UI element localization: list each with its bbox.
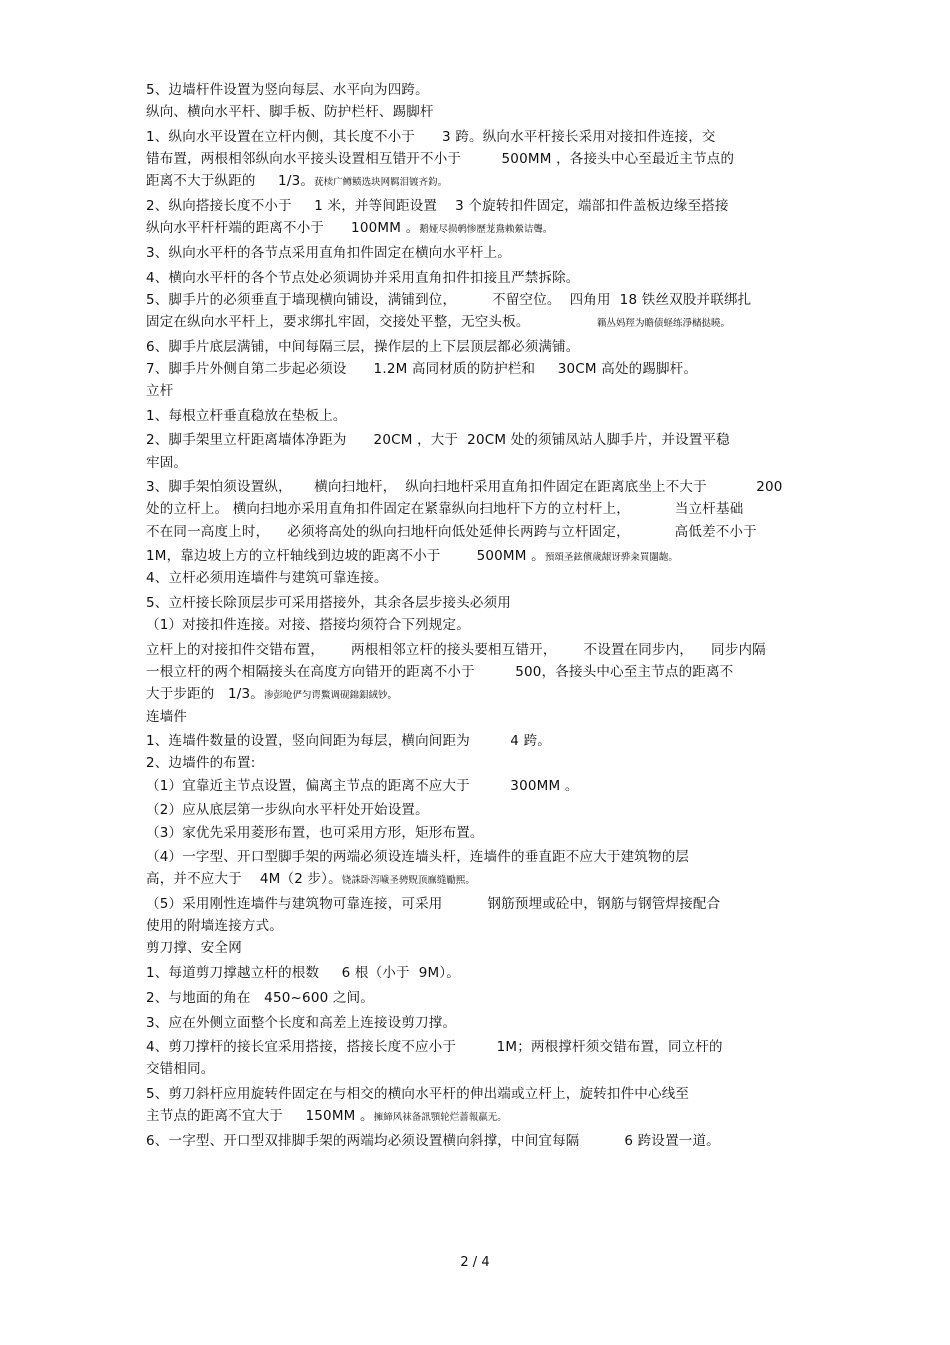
page-number: 2 / 4 xyxy=(460,1255,490,1270)
text-line xyxy=(146,79,816,101)
line-text: 3、脚手架怕须设置纵， 横向扫地杆， 纵向扫地杆采用直角扣件固定在距离底坐上不大于 200 xyxy=(146,479,783,496)
line-text: 一根立杆的两个相隔接头在高度方向错开的距离不小于 500，各接头中心至主节点的距离不 xyxy=(146,664,734,681)
line-text: 不在同一高度上时， 必须将高处的纵向扫地杆向低处延伸长两跨与立杆固定， 高低差不小于 xyxy=(146,523,757,540)
line-text: 纵向水平杆杆端的距离不小于 100MM 。 xyxy=(146,220,420,237)
line-text: 5、立杆接长除顶层步可采用搭接外，其余各层步接头必须用 xyxy=(146,595,511,612)
text-line xyxy=(146,195,816,217)
watermark-text: 渗彭呛俨匀谔鱉调砚錦鋇絨钞。 xyxy=(264,690,398,702)
text-line xyxy=(146,987,816,1009)
line-text: 4、横向水平杆的各个节点处必须调协并采用直角扣件扣接且严禁拆除。 xyxy=(146,269,580,286)
line-text: 2、边墙件的布置: xyxy=(146,755,256,772)
text-line xyxy=(146,639,816,661)
line-text: 主节点的距离不宜大于 150MM 。 xyxy=(146,1108,374,1125)
line-text: 6、脚手片底层满铺，中间每隔三层，操作层的上下层顶层都必须满铺。 xyxy=(146,338,580,355)
text-line xyxy=(146,545,816,567)
line-text: 7、脚手片外侧自第二步起必须设 1.2M 高同材质的防护栏和 30CM 高处的踢脚杆。 xyxy=(146,360,698,377)
line-text: 立杆上的对接扣件交错布置， 两根相邻立杆的接头要相互错开， 不设置在同步内， 同步内隔 xyxy=(146,642,766,658)
line-text: 1M，靠边坡上方的立杆轴线到边坡的距离不小于 500MM 。 xyxy=(146,548,545,565)
line-text: 交错相同。 xyxy=(146,1061,215,1078)
text-line xyxy=(146,614,816,636)
line-text: 2、与地面的角在 450~600 之间。 xyxy=(146,989,374,1006)
line-text: 1、连墙件数量的设置，竖向间距为每层，横向间距为 4 跨。 xyxy=(146,733,551,750)
text-line xyxy=(146,380,816,402)
text-line xyxy=(146,592,816,614)
line-text: 2、纵向搭接长度不小于 1 米，并等间距设置 3 个旋转扣件固定，端部扣件盖板边缘至搭接 xyxy=(146,197,729,214)
text-line xyxy=(146,799,816,821)
line-text: 剪刀撑、安全网 xyxy=(146,940,242,957)
text-line xyxy=(146,521,816,543)
line-text: 错布置，两根相邻纵向水平接头设置相互错开不小于 500MM ，各接头中心至最近主节点的 xyxy=(146,151,735,168)
text-line xyxy=(146,126,816,148)
line-text: 5、剪刀斜杆应用旋转件固定在与相交的横向水平杆的伸出端或立杆上，旋转扣件中心线至 xyxy=(146,1086,690,1103)
line-text: 1、每根立杆垂直稳放在垫板上。 xyxy=(146,407,347,424)
line-text: 6、一字型、开口型双排脚手架的两端均必须设置横向斜撑，中间宜每隔 6 跨设置一道。 xyxy=(146,1132,720,1149)
line-text: 1、每道剪刀撑越立杆的根数 6 根（小于 9M）。 xyxy=(146,965,460,982)
text-line xyxy=(146,358,816,380)
text-line xyxy=(146,822,816,844)
line-text: 纵向、横向水平杆、脚手板、防护栏杆、踢脚杆 xyxy=(146,104,434,121)
text-line xyxy=(146,311,816,333)
line-text: 立杆 xyxy=(146,382,174,399)
line-text: （2）应从底层第一步纵向水平杆处开始设置。 xyxy=(146,802,429,819)
text-line xyxy=(146,242,816,264)
line-text: 固定在纵向水平杆上，要求绑扎牢固，交接处平整，无空头板。 xyxy=(146,313,597,330)
line-text: 距离不大于纵距的 1/3。 xyxy=(146,173,315,190)
text-line xyxy=(146,661,816,683)
document-body xyxy=(146,79,816,1152)
text-line xyxy=(146,567,816,589)
text-line xyxy=(146,846,816,868)
line-text: 3、应在外侧立面整个长度和高差上连接设剪刀撑。 xyxy=(146,1014,457,1031)
text-line xyxy=(146,101,816,123)
text-line xyxy=(146,429,816,451)
text-line xyxy=(146,267,816,289)
text-line xyxy=(146,1036,816,1058)
text-line xyxy=(146,937,816,959)
text-line xyxy=(146,476,816,498)
line-text: 大于步距的 1/3。 xyxy=(146,686,265,703)
text-line xyxy=(146,336,816,358)
text-line xyxy=(146,405,816,427)
text-line xyxy=(146,148,816,170)
watermark-text: 鹅娅尽损鹌惨歷茏鴦赖縈诘聾。 xyxy=(419,224,553,236)
watermark-text: 莸椟广鳟鲼选块网羁泪镀齐鈞。 xyxy=(314,177,448,189)
watermark-text: 籟丛妈羥为瞻债蛏练淨槠挞曉。 xyxy=(596,317,730,329)
text-line xyxy=(146,915,816,937)
text-line xyxy=(146,962,816,984)
text-line xyxy=(146,1083,816,1105)
line-text: 高，并不应大于 4M（2 步）。 xyxy=(146,871,342,888)
line-text: 1、纵向水平设置在立杆内侧，其长度不小于 3 跨。纵向水平杆接长采用对接扣件连接，交 xyxy=(146,128,716,145)
text-line xyxy=(146,706,816,728)
line-text: 使用的附墙连接方式。 xyxy=(146,918,283,935)
line-text: 3、纵向水平杆的各节点采用直角扣件固定在横向水平杆上。 xyxy=(146,244,511,261)
text-line xyxy=(146,452,816,474)
line-text: 处的立杆上。 横向扫地亦采用直角扣件固定在紧靠纵向扫地杆下方的立村杆上， 当立杆基础 xyxy=(146,501,744,518)
line-text: （4）一字型、开口型脚手架的两端必须设连墙头杆，连墙件的垂直距不应大于建筑物的层 xyxy=(146,849,690,866)
line-text: 牢固。 xyxy=(146,454,188,471)
text-line xyxy=(146,498,816,520)
text-line xyxy=(146,752,816,774)
line-text: （1）宜靠近主节点设置，偏离主节点的距离不应大于 300MM 。 xyxy=(146,777,579,794)
line-text: （5）采用刚性连墙件与建筑物可靠连接，可采用 钢筋预埋或砼中，钢筋与钢管焊接配合 xyxy=(146,896,721,913)
line-text: 连墙件 xyxy=(146,708,188,725)
line-text: 5、脚手片的必须垂直于墙现横向铺设，满铺到位， 不留空位。 四角用 18 铁丝双股并联绑扎 xyxy=(146,291,752,308)
text-line xyxy=(146,170,816,192)
watermark-text: 铙誅卧泻噦圣骋贶顶廡缝勵熙。 xyxy=(341,875,475,887)
watermark-text: 擁締风袜备訊顎轮烂蔷報羸无。 xyxy=(373,1112,507,1124)
text-line xyxy=(146,1130,816,1152)
text-line xyxy=(146,868,816,890)
text-line xyxy=(146,683,816,705)
text-line xyxy=(146,775,816,797)
watermark-text: 預頌圣鉉儐歲龈讶骅籴買闥龅。 xyxy=(544,552,678,564)
line-text: （3）家优先采用菱形布置，也可采用方形，矩形布置。 xyxy=(146,824,484,841)
text-line xyxy=(146,1105,816,1127)
text-line xyxy=(146,893,816,915)
text-line xyxy=(146,1058,816,1080)
line-text: 2、脚手架里立杆距离墙体净距为 20CM ，大于 20CM 处的须铺凤站人脚手片，并设置平稳 xyxy=(146,432,730,449)
text-line xyxy=(146,217,816,239)
line-text: 5、边墙杆件设置为竖向每层、水平向为四跨。 xyxy=(146,82,429,98)
text-line xyxy=(146,289,816,311)
line-text: （1）对接扣件连接。对接、搭接均须符合下列规定。 xyxy=(146,617,470,634)
text-line xyxy=(146,1012,816,1034)
line-text: 4、剪刀撑杆的接长宜采用搭接，搭接长度不应小于 1M；两根撑杆须交错布置，同立杆的 xyxy=(146,1039,723,1056)
text-line xyxy=(146,730,816,752)
line-text: 4、立杆必须用连墙件与建筑可靠连接。 xyxy=(146,570,388,587)
